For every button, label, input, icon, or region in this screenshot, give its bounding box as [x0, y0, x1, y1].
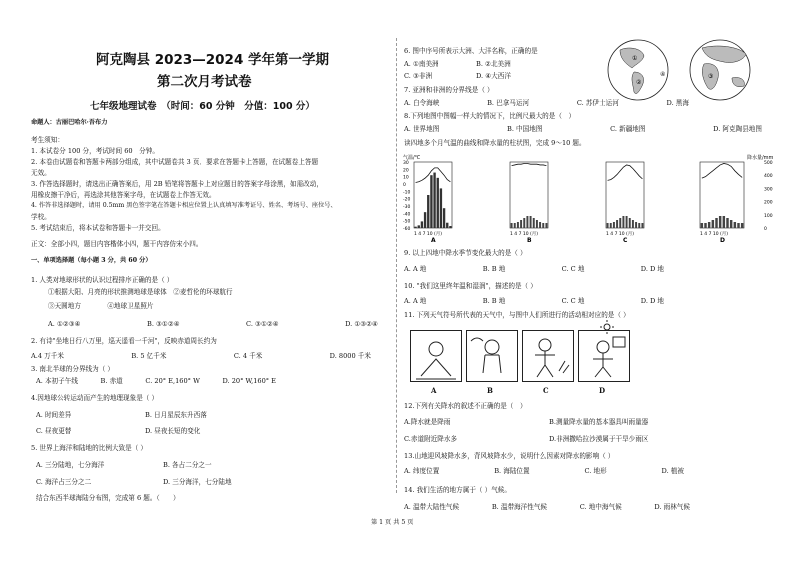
choice-b[interactable]: B.测量降水量的基本器具叫雨量器 — [549, 418, 649, 426]
precip-bar — [712, 220, 714, 228]
question-2-choices — [31, 352, 371, 361]
choice-b[interactable]: B. B 地 — [482, 297, 506, 305]
choice-a[interactable]: A. 纬度位置 — [404, 467, 440, 475]
question-6-intro: 结合东西半球海陆分布图，完成第 6 题。（ ） — [36, 494, 180, 502]
precip-bar — [607, 223, 609, 228]
subtitle: 七年级地理试卷 （时间：60 分钟 分值：100 分） — [90, 101, 315, 112]
choice-a[interactable]: A. A 地 — [404, 297, 427, 305]
precip-bar — [613, 222, 615, 228]
panel-label: D — [720, 237, 725, 244]
author: 命题人：古丽巴哈尔·吾布力 — [31, 119, 108, 126]
question-8: 8.下列地图中图幅一样大的情况下，比例尺最大的是（ ） — [404, 112, 576, 120]
precip-bar — [632, 220, 634, 228]
precip-bar — [526, 216, 528, 228]
question-9: 9. 以上四地中降水季节变化最大的是（ ） — [404, 249, 527, 257]
choice-b[interactable]: B. 巴拿马运河 — [487, 99, 530, 107]
choice-d[interactable]: D. ④大西洋 — [476, 72, 511, 80]
hemisphere-map — [598, 38, 763, 102]
notes-heading: 考生须知： — [31, 136, 64, 144]
climate-panel — [606, 162, 644, 244]
precip-bar — [424, 212, 426, 228]
choice-d[interactable]: D. ①③②④ — [345, 320, 378, 328]
choice-c[interactable]: C. 地中海气候 — [579, 503, 622, 511]
panel-frame — [606, 162, 644, 228]
precip-bar — [726, 218, 728, 228]
temperature-line — [512, 163, 547, 165]
panel-label: A — [431, 237, 436, 244]
precip-tick-label: 200 — [764, 200, 773, 206]
question-2: 2. 有诗"坐地日行八万里，巡天遥看一千河"，反映赤道周长约为 — [31, 337, 217, 345]
choice-c[interactable]: C. ③非洲 — [404, 72, 433, 80]
month-tick-label: 1 4 7 10 (月) — [606, 232, 635, 237]
activity-picture-c — [522, 330, 574, 382]
panel-label: B — [527, 237, 532, 244]
precip-tick-label: 300 — [764, 187, 773, 193]
precip-bar — [523, 218, 525, 228]
question-9-choices — [404, 265, 664, 274]
choice-a[interactable]: A. 三分陆地，七分海洋 — [36, 461, 105, 469]
question-4: 4.因地球公转运动而产生的地理现象是（ ） — [31, 394, 159, 402]
question-13-choices — [404, 467, 684, 476]
question-1-option-line: ③天圆地方 ④地球卫星照片 — [48, 302, 154, 310]
notes-line: 学校。 — [31, 213, 51, 221]
month-tick-label: 1 4 7 10 (月) — [510, 232, 539, 237]
question-1: 1. 人类对地球形状的认识过程排序正确的是（ ） — [31, 276, 174, 284]
precip-bar — [622, 216, 624, 228]
precip-bar — [443, 208, 445, 228]
choice-c[interactable]: C. 苏伊士运河 — [576, 99, 619, 107]
picture-label-d: D — [599, 386, 606, 395]
precip-axis-label: 降水量/mm — [747, 155, 774, 161]
question-10-choices — [404, 297, 664, 306]
notes-line: 5. 考试结束后，将本试卷和答题卡一并交回。 — [31, 224, 165, 232]
choice-a[interactable]: A. 温带大陆性气候 — [404, 503, 460, 511]
temp-tick-label: 20 — [403, 168, 409, 174]
climate-intro: 读四地多个月气温的曲线和降水量的柱状图，完成 9～10 题。 — [404, 139, 586, 147]
precip-bar — [704, 223, 706, 228]
choice-d[interactable]: D. 8000 千米 — [329, 352, 371, 360]
choice-b[interactable]: B. 各占二分之一 — [163, 461, 212, 469]
choice-d[interactable]: D. 20° W,160° E — [222, 377, 276, 385]
choice-b[interactable]: B. 温带海洋性气候 — [491, 503, 548, 511]
choice-a[interactable]: A.降水就是降雨 — [404, 418, 451, 426]
question-10: 10. "我们这里终年温和湿润"，描述的是（ ） — [404, 282, 537, 290]
precip-bar — [536, 220, 538, 228]
temp-tick-label: -40 — [403, 212, 411, 218]
precip-bar — [437, 178, 439, 228]
choice-d[interactable]: D. 植被 — [661, 467, 684, 475]
precip-bar — [719, 216, 721, 228]
precip-bar — [421, 221, 423, 228]
choice-c[interactable]: C. C 地 — [561, 265, 585, 273]
precip-bar — [517, 222, 519, 228]
precip-bar — [635, 222, 637, 228]
climate-charts — [400, 150, 780, 244]
section-heading: 一、单项选择题（每小题 3 分，共 60 分） — [31, 257, 152, 264]
precip-bar — [708, 222, 710, 228]
panel-frame — [414, 162, 452, 228]
question-3: 3. 南北半球的分界线为（ ） — [31, 365, 115, 373]
choice-c[interactable]: C. 4 千米 — [233, 352, 263, 360]
precip-bar — [449, 226, 451, 228]
question-14-choices — [404, 503, 690, 512]
month-tick-label: 1 4 7 10 (月) — [414, 232, 443, 237]
precip-bar — [616, 220, 618, 228]
map-number-label: ④ — [660, 71, 666, 78]
precip-bar — [730, 220, 732, 228]
precip-bar — [641, 223, 643, 228]
temp-axis-label: 气温/℃ — [403, 155, 421, 161]
choice-c[interactable]: C.赤道附近降水多 — [404, 435, 458, 443]
precip-bar — [446, 223, 448, 228]
precip-bar — [626, 216, 628, 228]
precip-bar — [440, 188, 442, 228]
precip-bar — [715, 218, 717, 228]
choice-b[interactable]: B. 5 亿千米 — [131, 352, 167, 360]
choice-c[interactable]: C. 海洋占三分之二 — [36, 478, 92, 486]
precip-bar — [701, 223, 703, 228]
choice-d[interactable]: D. 黑海 — [666, 99, 689, 107]
question-12: 12.下列有关降水的叙述不正确的是（ ） — [404, 402, 527, 410]
activity-picture-a — [410, 330, 462, 382]
choice-a[interactable]: A. ①②③④ — [48, 320, 81, 328]
choice-b[interactable]: B. 海陆位置 — [494, 467, 530, 475]
choice-c[interactable]: C. C 地 — [561, 297, 585, 305]
panel-frame — [700, 162, 744, 228]
precip-tick-label: 100 — [764, 213, 773, 219]
precip-bar — [539, 222, 541, 228]
notes-line: 4. 作答非选择题时，请用 0.5mm 黑色签字笔在答题卡相应位置上认真填写准考证号、姓名、考场号、座位号、 — [31, 202, 337, 209]
notes-line: 2. 本卷由试题卷和答题卡两部分组成，其中试题卷共 3 页．要求在答题卡上答题，在试题卷上答题 — [31, 158, 319, 166]
column-divider — [396, 38, 397, 493]
map-number-label: ① — [632, 55, 638, 62]
precip-bar — [418, 225, 420, 228]
question-8-choices — [404, 125, 762, 134]
temp-tick-label: 0 — [403, 183, 406, 188]
choice-d[interactable]: D. 三分海洋，七分陆地 — [163, 478, 232, 486]
climate-panel — [510, 162, 548, 244]
choice-a[interactable]: A.4 万千米 — [31, 352, 64, 360]
choice-a[interactable]: A. 时间差异 — [36, 411, 72, 419]
precip-bar — [433, 173, 435, 228]
choice-a[interactable]: A. A 地 — [404, 265, 427, 273]
choice-c[interactable]: C. 20° E,160° W — [145, 377, 200, 385]
precip-bar — [638, 223, 640, 228]
question-5: 5. 世界上海洋和陆地的比例大致是（ ） — [31, 444, 147, 452]
temp-tick-label: -50 — [403, 219, 411, 225]
sun-icon — [600, 320, 614, 334]
question-1-choices — [48, 320, 378, 329]
choice-a[interactable]: A. 世界地图 — [404, 125, 440, 133]
temperature-line — [608, 165, 643, 180]
question-3-choices — [36, 377, 276, 386]
temp-tick-label: 30 — [403, 161, 409, 166]
precip-bar — [610, 223, 612, 228]
precip-bar — [430, 175, 432, 228]
page-footer: 第 1 页 共 5 页 — [371, 519, 414, 526]
precip-bar — [545, 223, 547, 228]
choice-b[interactable]: B. ③①②④ — [146, 320, 180, 328]
precip-bar — [414, 227, 416, 228]
precip-bar — [741, 223, 743, 228]
precip-bar — [511, 223, 513, 228]
choice-c[interactable]: C. 新疆地图 — [610, 125, 646, 133]
picture-label-c: C — [543, 386, 549, 395]
question-1-option-line: ①根据大阳、月亮的形状推测地球是球体 ②麦哲伦的环球航行 — [48, 288, 233, 296]
temp-tick-label: -30 — [403, 205, 411, 210]
choice-b[interactable]: B. B 地 — [482, 265, 506, 273]
activity-picture-d — [578, 330, 630, 382]
temp-tick-label: 10 — [403, 175, 409, 181]
choice-d[interactable]: D.非洲撒哈拉沙漠属于干旱少雨区 — [549, 435, 649, 443]
precip-tick-label: 500 — [764, 161, 773, 166]
choice-d[interactable]: D. D 地 — [640, 265, 664, 273]
title-line-2: 第二次月考试卷 — [157, 74, 252, 90]
choice-c[interactable]: C. 昼夜更替 — [36, 427, 72, 435]
question-14: 14. 我们生活的地方属于（ ）气候。 — [404, 486, 511, 494]
temperature-line — [416, 168, 451, 183]
notes-line: 3. 作答选择题时，请选出正确答案后，用 2B 铅笔将答题卡上对应题目的答案字母涂黑，如需改动， — [31, 180, 323, 188]
choice-b[interactable]: B. 赤道 — [100, 377, 123, 385]
precip-bar — [514, 223, 516, 228]
precip-bar — [629, 218, 631, 228]
choice-b[interactable]: B. ②北美洲 — [476, 60, 511, 68]
choice-a[interactable]: A. 白令海峡 — [404, 99, 440, 107]
notes-line: 用橡皮擦干净后，再选涂其他答案字母，在试题卷上作答无效。 — [31, 191, 216, 199]
question-7-choices — [404, 99, 689, 108]
choice-d[interactable]: D. D 地 — [640, 297, 664, 305]
notes-extra: 正文：全部小四，题目内容楷体小四，题干内容仿宋小四。 — [31, 240, 203, 248]
choice-a[interactable]: A. 本初子午线 — [36, 377, 78, 385]
choice-b[interactable]: B. 日月星辰东升西落 — [145, 411, 207, 419]
temperature-line — [702, 163, 742, 178]
map-number-label: ③ — [708, 73, 714, 80]
temp-tick-label: -10 — [403, 190, 411, 196]
temp-tick-label: -60 — [403, 227, 411, 232]
precip-bar — [737, 223, 739, 228]
choice-c[interactable]: C. 地形 — [584, 467, 607, 475]
climate-panel — [414, 162, 452, 244]
precip-bar — [427, 195, 429, 228]
precip-bar — [530, 216, 532, 228]
precip-tick-label: 0 — [764, 227, 767, 232]
map-number-label: ② — [636, 79, 642, 86]
climate-panel — [700, 162, 744, 244]
choice-d[interactable]: D. 雨林气候 — [654, 503, 690, 511]
choice-d[interactable]: D. 阿克陶县地图 — [713, 125, 762, 133]
precip-bar — [542, 223, 544, 228]
title-line-1: 阿克陶县 2023—2024 学年第一学期 — [96, 52, 330, 68]
precip-bar — [619, 218, 621, 228]
precip-bar — [533, 218, 535, 228]
question-7: 7. 亚洲和非洲的分界线是（ ） — [404, 86, 494, 94]
choice-a[interactable]: A. ①南美洲 — [404, 60, 439, 68]
precip-bar — [734, 222, 736, 228]
question-11: 11. 下列天气符号所代表的天气中，与图中人们所进行的活动相对应的是（ ） — [404, 311, 630, 319]
precip-tick-label: 400 — [764, 174, 773, 180]
choice-c[interactable]: C. ③①②④ — [246, 320, 279, 328]
month-tick-label: 1 4 7 10 (月) — [700, 232, 729, 237]
notes-line: 无效。 — [31, 169, 51, 177]
temp-tick-label: -20 — [403, 197, 411, 203]
precip-bar — [520, 220, 522, 228]
choice-d[interactable]: D. 昼夜长短的变化 — [145, 427, 201, 435]
panel-frame — [510, 162, 548, 228]
notes-line: 1. 本试卷分 100 分，考试时间 60 分钟。 — [31, 147, 159, 155]
picture-label-b: B — [487, 386, 493, 395]
panel-label: C — [623, 237, 628, 244]
precip-bar — [723, 216, 725, 228]
activity-picture-b — [466, 330, 518, 382]
choice-b[interactable]: B. 中国地图 — [507, 125, 543, 133]
question-6: 6. 图中序号所表示大洲、大洋名称，正确的是 — [404, 47, 538, 55]
question-13: 13.山地迎风坡降水多，背风坡降水少，说明什么因素对降水的影响（ ） — [404, 452, 615, 460]
picture-label-a: A — [431, 386, 437, 395]
